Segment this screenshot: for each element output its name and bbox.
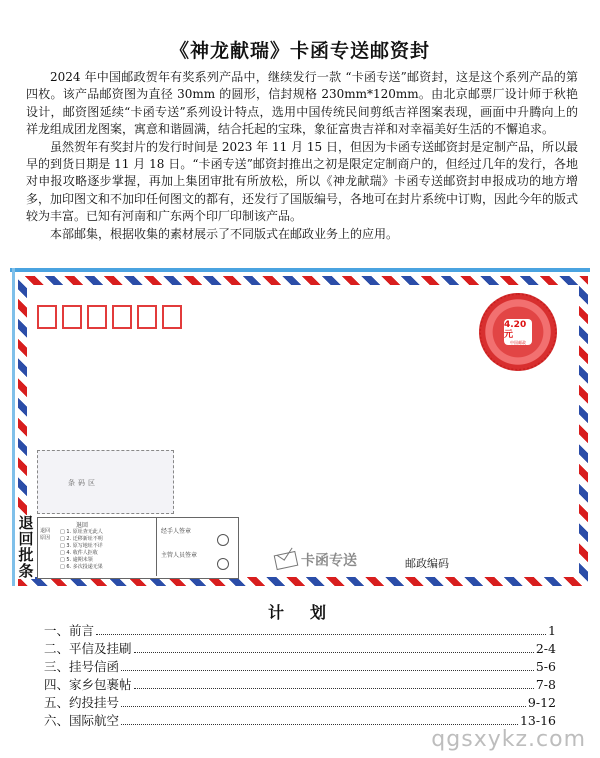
stamp-value: 4.20元 (504, 319, 527, 340)
envelope-icon (274, 550, 299, 569)
airmail-envelope (18, 276, 588, 586)
document-title: 《神龙献瑞》卡函专送邮资封 (169, 40, 430, 62)
postcode-label: 邮政编码 (405, 557, 449, 570)
return-reason: □ 3. 原写地址不详 (60, 543, 103, 550)
toc-label: 四、家乡包裹帖 (44, 677, 132, 692)
zip-box (37, 305, 57, 329)
zip-box (162, 305, 182, 329)
barcode-label: 条码区 (68, 479, 98, 487)
return-header: 退回 (76, 522, 89, 529)
return-label: 退回批条 (18, 514, 34, 580)
handler-sign-label: 经手人签章 (161, 528, 192, 535)
toc-page: 7-8 (535, 677, 556, 692)
toc-label: 六、国际航空 (44, 713, 120, 728)
signature-section (156, 518, 237, 576)
toc-row (44, 694, 556, 712)
zip-box (87, 305, 107, 329)
dragon-postage-stamp (479, 293, 557, 371)
toc-leader (121, 694, 526, 707)
toc-page: 2-4 (535, 641, 556, 656)
return-reason: □ 1. 原址查无此人 (60, 529, 103, 536)
toc-row (44, 676, 556, 694)
return-reasons (60, 529, 103, 571)
stamp-value-panel (504, 319, 532, 345)
supervisor-sign-label: 主管人员签章 (161, 552, 198, 559)
seal-circle (217, 558, 229, 570)
toc-row (44, 658, 556, 676)
seal-circle (217, 534, 229, 546)
return-reason: □ 6. 多次投递无果 (60, 564, 103, 571)
toc-page: 1 (548, 623, 556, 638)
toc-page: 13-16 (519, 713, 556, 728)
return-reason: □ 5. 逾期未领 (60, 557, 103, 564)
paragraph: 本部邮集，根据收集的素材展示了不同版式在邮政业务上的应用。 (50, 226, 399, 241)
zip-box (62, 305, 82, 329)
return-reason: □ 2. 迁移新址不明 (60, 536, 103, 543)
intro-text (26, 69, 578, 243)
toc-leader (96, 622, 546, 635)
toc-label: 二、平信及挂刷 (44, 641, 132, 656)
toc-page: 5-6 (535, 659, 556, 674)
zip-box (137, 305, 157, 329)
return-side-label: 退回原因 (40, 528, 51, 541)
blue-border-top (10, 268, 590, 272)
return-slip-form (37, 517, 239, 579)
envelope-face (18, 285, 579, 580)
zip-code-boxes (37, 305, 182, 329)
toc-leader (121, 712, 518, 725)
toc-label: 五、约投挂号 (44, 695, 120, 710)
return-reason: □ 4. 收件人拒收 (60, 550, 103, 557)
plan-title: 计划 (267, 603, 352, 622)
barcode-area (37, 450, 174, 514)
card-mail-logo (275, 550, 357, 570)
paragraph: 虽然贺年有奖封片的发行时间是 2023 年 11 月 15 日，但因为卡函专送邮资封是定制产品，所以最早的到货日期是 11 月 18 日。“卡函专送”邮资封推出之初是限定定制商户的，但经过几年的发行，各地对申报攻略逐步掌握，再加上集团审批有所放松，所以《神龙献瑞》卡函专送邮资封申报成功的地方增多，加印图文和不加印任何图文的都有，还发行了国版编号，各地可在封片系统中订购，因此今年的版式较为丰富。已知有河南和广东两个印厂印制该产品。 (26, 139, 579, 224)
paragraph: 2024 年中国邮政贺年有奖系列产品中，继续发行一款 “卡函专送”邮资封，这是这个系列产品的第四枚。该产品邮资图为直径 30mm 的圆形，信封规格 230mm*120mm。由北京邮票厂设计师于秋艳设计，邮资图延续“卡函专送”系列设计特点，选用中国传统民间剪纸吉祥图案表现，画面中升腾向上的祥龙组成团龙图案，寓意和谐圆满，结合托起的宝珠，象征富贵吉祥和对幸福美好生活的不懈追求。 (26, 70, 578, 137)
logo-text: 卡函专送 (301, 553, 357, 569)
zip-box (112, 305, 132, 329)
toc-leader (134, 640, 534, 653)
table-of-contents (44, 622, 556, 730)
blue-border-side (12, 268, 15, 586)
toc-row (44, 622, 556, 640)
toc-leader (134, 676, 534, 689)
toc-label: 一、前言 (44, 623, 95, 638)
toc-leader (121, 658, 534, 671)
toc-page: 9-12 (527, 695, 556, 710)
stamp-issuer: 中国邮政 (510, 339, 526, 345)
toc-row (44, 640, 556, 658)
toc-label: 三、挂号信函 (44, 659, 120, 674)
site-watermark: qgsxykz.com (431, 727, 586, 752)
